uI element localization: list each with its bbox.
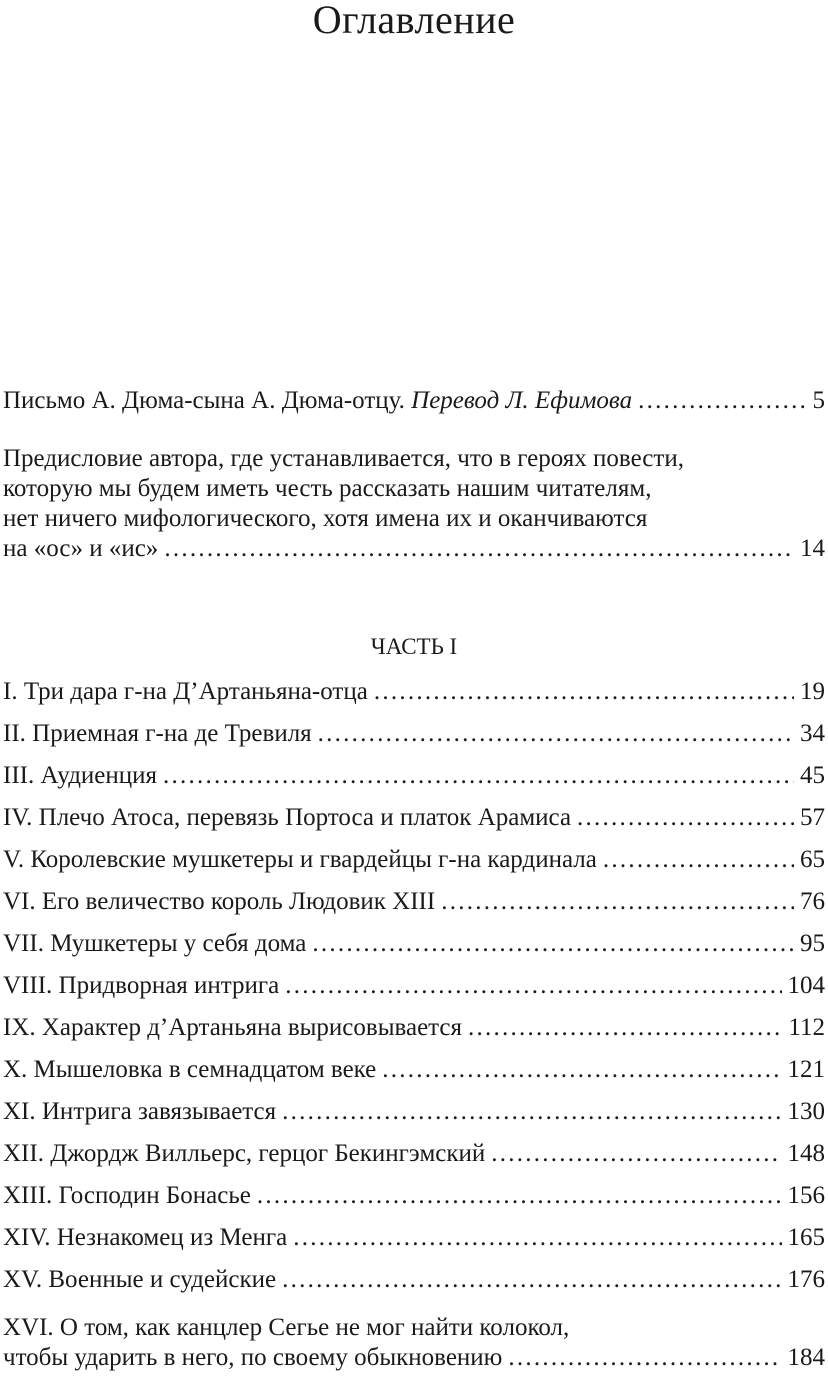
page-title: Оглавление bbox=[312, 0, 516, 42]
toc-entry[interactable] bbox=[3, 1223, 825, 1265]
toc-entry-title: VI. Его величество король Людовик XIII bbox=[3, 888, 436, 915]
toc-entry[interactable] bbox=[3, 1265, 825, 1307]
toc-entry-title: V. Королевские мушкетеры и гвардейцы г-на кардинала bbox=[3, 846, 597, 873]
leader-dots bbox=[318, 719, 794, 749]
toc-page-number: 57 bbox=[800, 804, 825, 831]
toc-entry[interactable] bbox=[3, 719, 825, 761]
leader-dots bbox=[282, 1265, 781, 1295]
toc-entry-title: II. Приемная г-на де Тревиля bbox=[3, 720, 312, 747]
leader-dots bbox=[508, 1343, 781, 1373]
toc-entry-line: которую мы будем иметь честь рассказать нашим читателям, bbox=[3, 475, 652, 502]
leader-dots bbox=[577, 803, 794, 833]
toc-entry-title: XIII. Господин Бонасье bbox=[3, 1182, 251, 1209]
toc-front-matter bbox=[3, 386, 825, 416]
toc-entry-title: на «ос» и «ис» bbox=[3, 535, 159, 562]
toc-entry-title: Письмо А. Дюма-сына А. Дюма-отцу. Перевод Л. Ефимова bbox=[3, 387, 633, 414]
toc-chapter-list bbox=[3, 677, 825, 1373]
toc-entry[interactable] bbox=[3, 845, 825, 887]
leader-dots bbox=[163, 761, 794, 791]
toc-entry-title: IX. Характер д’Артаньяна вырисовывается bbox=[3, 1014, 462, 1041]
toc-page-number: 148 bbox=[787, 1140, 825, 1167]
toc-page-number: 65 bbox=[800, 846, 825, 873]
toc-entry-letter[interactable] bbox=[3, 386, 825, 416]
toc-entry-title: I. Три дара г-на Д’Артаньяна-отца bbox=[3, 678, 368, 705]
toc-entry-title: VIII. Придворная интрига bbox=[3, 972, 280, 999]
toc-entry[interactable] bbox=[3, 887, 825, 929]
toc-page-number: 156 bbox=[787, 1182, 825, 1209]
toc-page-number: 112 bbox=[788, 1014, 825, 1041]
toc-entry-title: III. Аудиенция bbox=[3, 762, 158, 789]
toc-entry-line: нет ничего мифологического, хотя имена их и оканчиваются bbox=[3, 505, 648, 532]
leader-dots bbox=[257, 1181, 782, 1211]
leader-dots bbox=[164, 534, 794, 564]
toc-entry-multiline[interactable] bbox=[3, 1307, 825, 1373]
toc-page-number: 45 bbox=[800, 762, 825, 789]
toc-entry[interactable] bbox=[3, 1097, 825, 1139]
toc-entry[interactable] bbox=[3, 971, 825, 1013]
toc-page-number: 130 bbox=[787, 1098, 825, 1125]
toc-entry[interactable] bbox=[3, 1055, 825, 1097]
leader-dots bbox=[374, 677, 794, 707]
toc-entry-preface[interactable] bbox=[3, 444, 825, 564]
toc-entry-title: IV. Плечо Атоса, перевязь Портоса и платок Арамиса bbox=[3, 804, 572, 831]
toc-entry-title: XV. Военные и судейские bbox=[3, 1266, 277, 1293]
toc-entry-title: X. Мышеловка в семнадцатом веке bbox=[3, 1056, 377, 1083]
leader-dots bbox=[638, 386, 806, 416]
toc-page-number: 95 bbox=[800, 930, 825, 957]
part-heading: ЧАСТЬ I bbox=[370, 634, 458, 659]
toc-entry-title: XII. Джордж Вилльерс, герцог Бекингэмский bbox=[3, 1140, 486, 1167]
toc-entry[interactable] bbox=[3, 677, 825, 719]
toc-page-number: 76 bbox=[800, 888, 825, 915]
leader-dots bbox=[382, 1055, 781, 1085]
toc-entry[interactable] bbox=[3, 803, 825, 845]
toc-entry-title: XI. Интрига завязывается bbox=[3, 1098, 277, 1125]
toc-entry-title: чтобы ударить в него, по своему обыкновению bbox=[3, 1344, 503, 1371]
toc-page-number: 104 bbox=[787, 972, 825, 999]
toc-entry[interactable] bbox=[3, 761, 825, 803]
toc-page-number: 19 bbox=[800, 678, 825, 705]
leader-dots bbox=[491, 1139, 781, 1169]
toc-page-number: 34 bbox=[800, 720, 825, 747]
toc-entry[interactable] bbox=[3, 1181, 825, 1223]
toc-entry[interactable] bbox=[3, 929, 825, 971]
leader-dots bbox=[312, 929, 794, 959]
toc-entry-line: XVI. О том, как канцлер Сегье не мог найти колокол, bbox=[3, 1314, 570, 1341]
toc-page-number: 5 bbox=[812, 387, 825, 414]
leader-dots bbox=[603, 845, 794, 875]
toc-entry-line: Предисловие автора, где устанавливается, что в героях повести, bbox=[3, 445, 684, 472]
toc-page-number: 176 bbox=[787, 1266, 825, 1293]
leader-dots bbox=[285, 971, 781, 1001]
leader-dots bbox=[282, 1097, 781, 1127]
toc-page-number: 14 bbox=[800, 535, 825, 562]
toc-entry[interactable] bbox=[3, 1139, 825, 1181]
leader-dots bbox=[441, 887, 794, 917]
leader-dots bbox=[468, 1013, 782, 1043]
toc-page-number: 165 bbox=[787, 1224, 825, 1251]
toc-entry-title: VII. Мушкетеры у себя дома bbox=[3, 930, 307, 957]
toc-page-number: 184 bbox=[787, 1344, 825, 1371]
leader-dots bbox=[293, 1223, 781, 1253]
toc-entry-title: XIV. Незнакомец из Менга bbox=[3, 1224, 288, 1251]
toc-entry[interactable] bbox=[3, 1013, 825, 1055]
toc-page-number: 121 bbox=[787, 1056, 825, 1083]
